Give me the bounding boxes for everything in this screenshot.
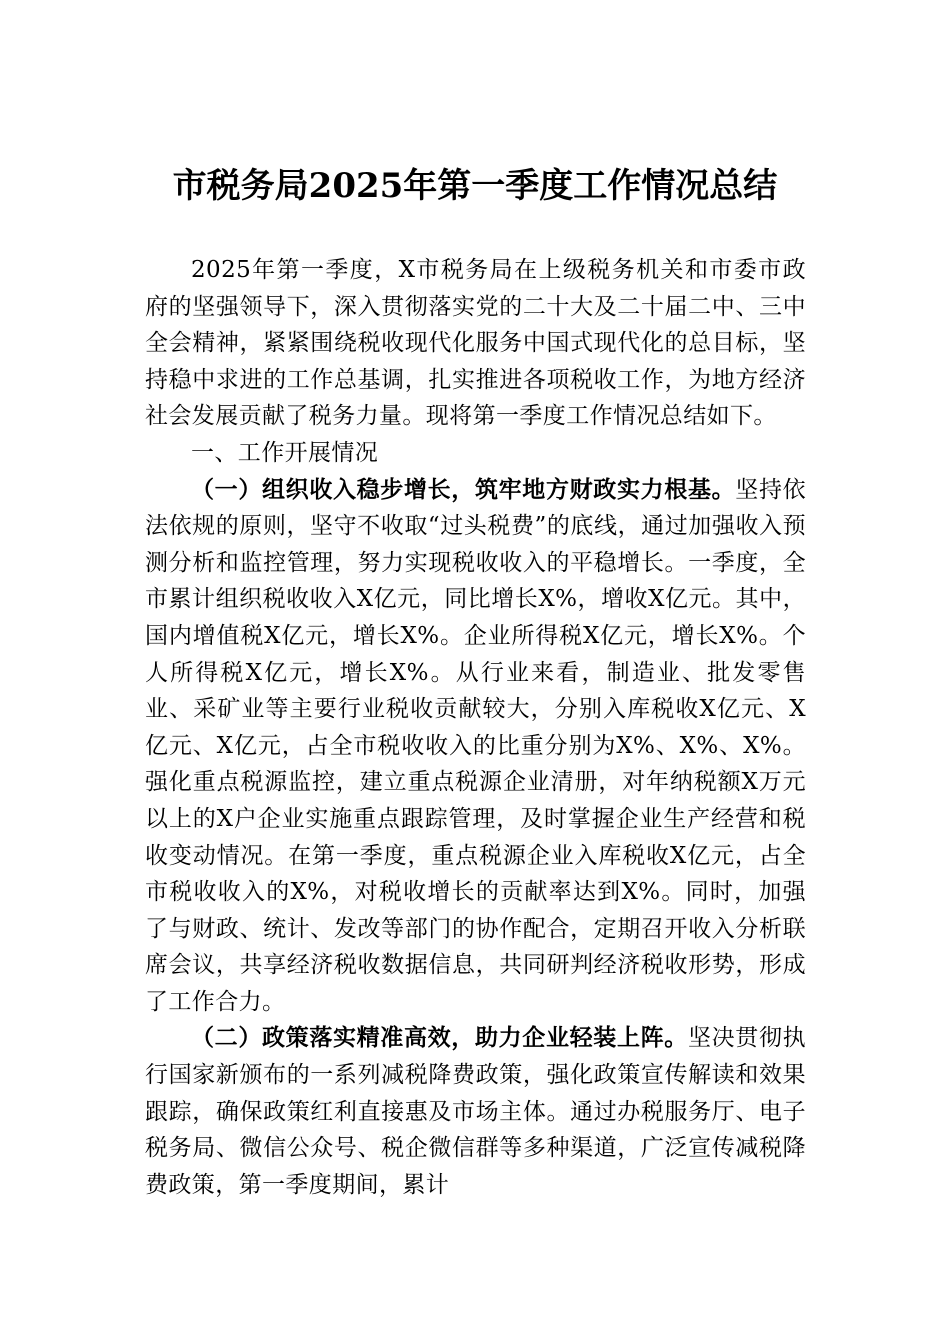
subsection-1-paragraph bbox=[145, 472, 806, 1021]
subsection-1-heading: （一）组织收入稳步增长，筑牢地方财政实力根基。 bbox=[191, 475, 736, 503]
subsection-2-paragraph bbox=[145, 1020, 806, 1203]
subsection-1-body: 坚持依法依规的原则，坚守不收取“过头税费”的底线，通过加强收入预测分析和监控管理，努力实现税收收入的平稳增长。一季度，全市累计组织税收收入X亿元，同比增长X%，增收X亿元。其中，国内增值税X亿元，增长X%。企业所得税X亿元，增长X%。个人所得税X亿元，增长X%。从行业来看，制造业、批发零售业、采矿业等主要行业税收贡献较大，分别入库税收X亿元、X亿元、X亿元，占全市税收收入的比重分别为X%、X%、X%。强化重点税源监控，建立重点税源企业清册，对年纳税额X万元以上的X户企业实施重点跟踪管理，及时掌握企业生产经营和税收变动情况。在第一季度，重点税源企业入库税收X亿元，占全市税收收入的X%，对税收增长的贡献率达到X%。同时，加强了与财政、统计、发改等部门的协作配合，定期召开收入分析联席会议，共享经济税收数据信息，共同研判经济税收形势，形成了工作合力。 bbox=[145, 476, 807, 1015]
document-body bbox=[145, 252, 806, 1203]
document-title: 市税务局2025年第一季度工作情况总结 bbox=[172, 166, 778, 206]
subsection-2-body: 坚决贯彻执行国家新颁布的一系列减税降费政策，强化政策宣传解读和效果跟踪，确保政策红利直接惠及市场主体。通过办税服务厅、电子税务局、微信公众号、税企微信群等多种渠道，广泛宣传减税降费政策，第一季度期间，累计 bbox=[145, 1025, 807, 1198]
intro-paragraph: 2025年第一季度，X市税务局在上级税务机关和市委市政府的坚强领导下，深入贯彻落实党的二十大及二十届二中、三中全会精神，紧紧围绕税收现代化服务中国式现代化的总目标，坚持稳中求进的工作总基调，扎实推进各项税收工作，为地方经济社会发展贡献了税务力量。现将第一季度工作情况总结如下。 bbox=[145, 257, 806, 430]
subsection-2-heading: （二）政策落实精准高效，助力企业轻装上阵。 bbox=[191, 1024, 688, 1052]
section-heading-1: 一、工作开展情况 bbox=[191, 439, 379, 466]
